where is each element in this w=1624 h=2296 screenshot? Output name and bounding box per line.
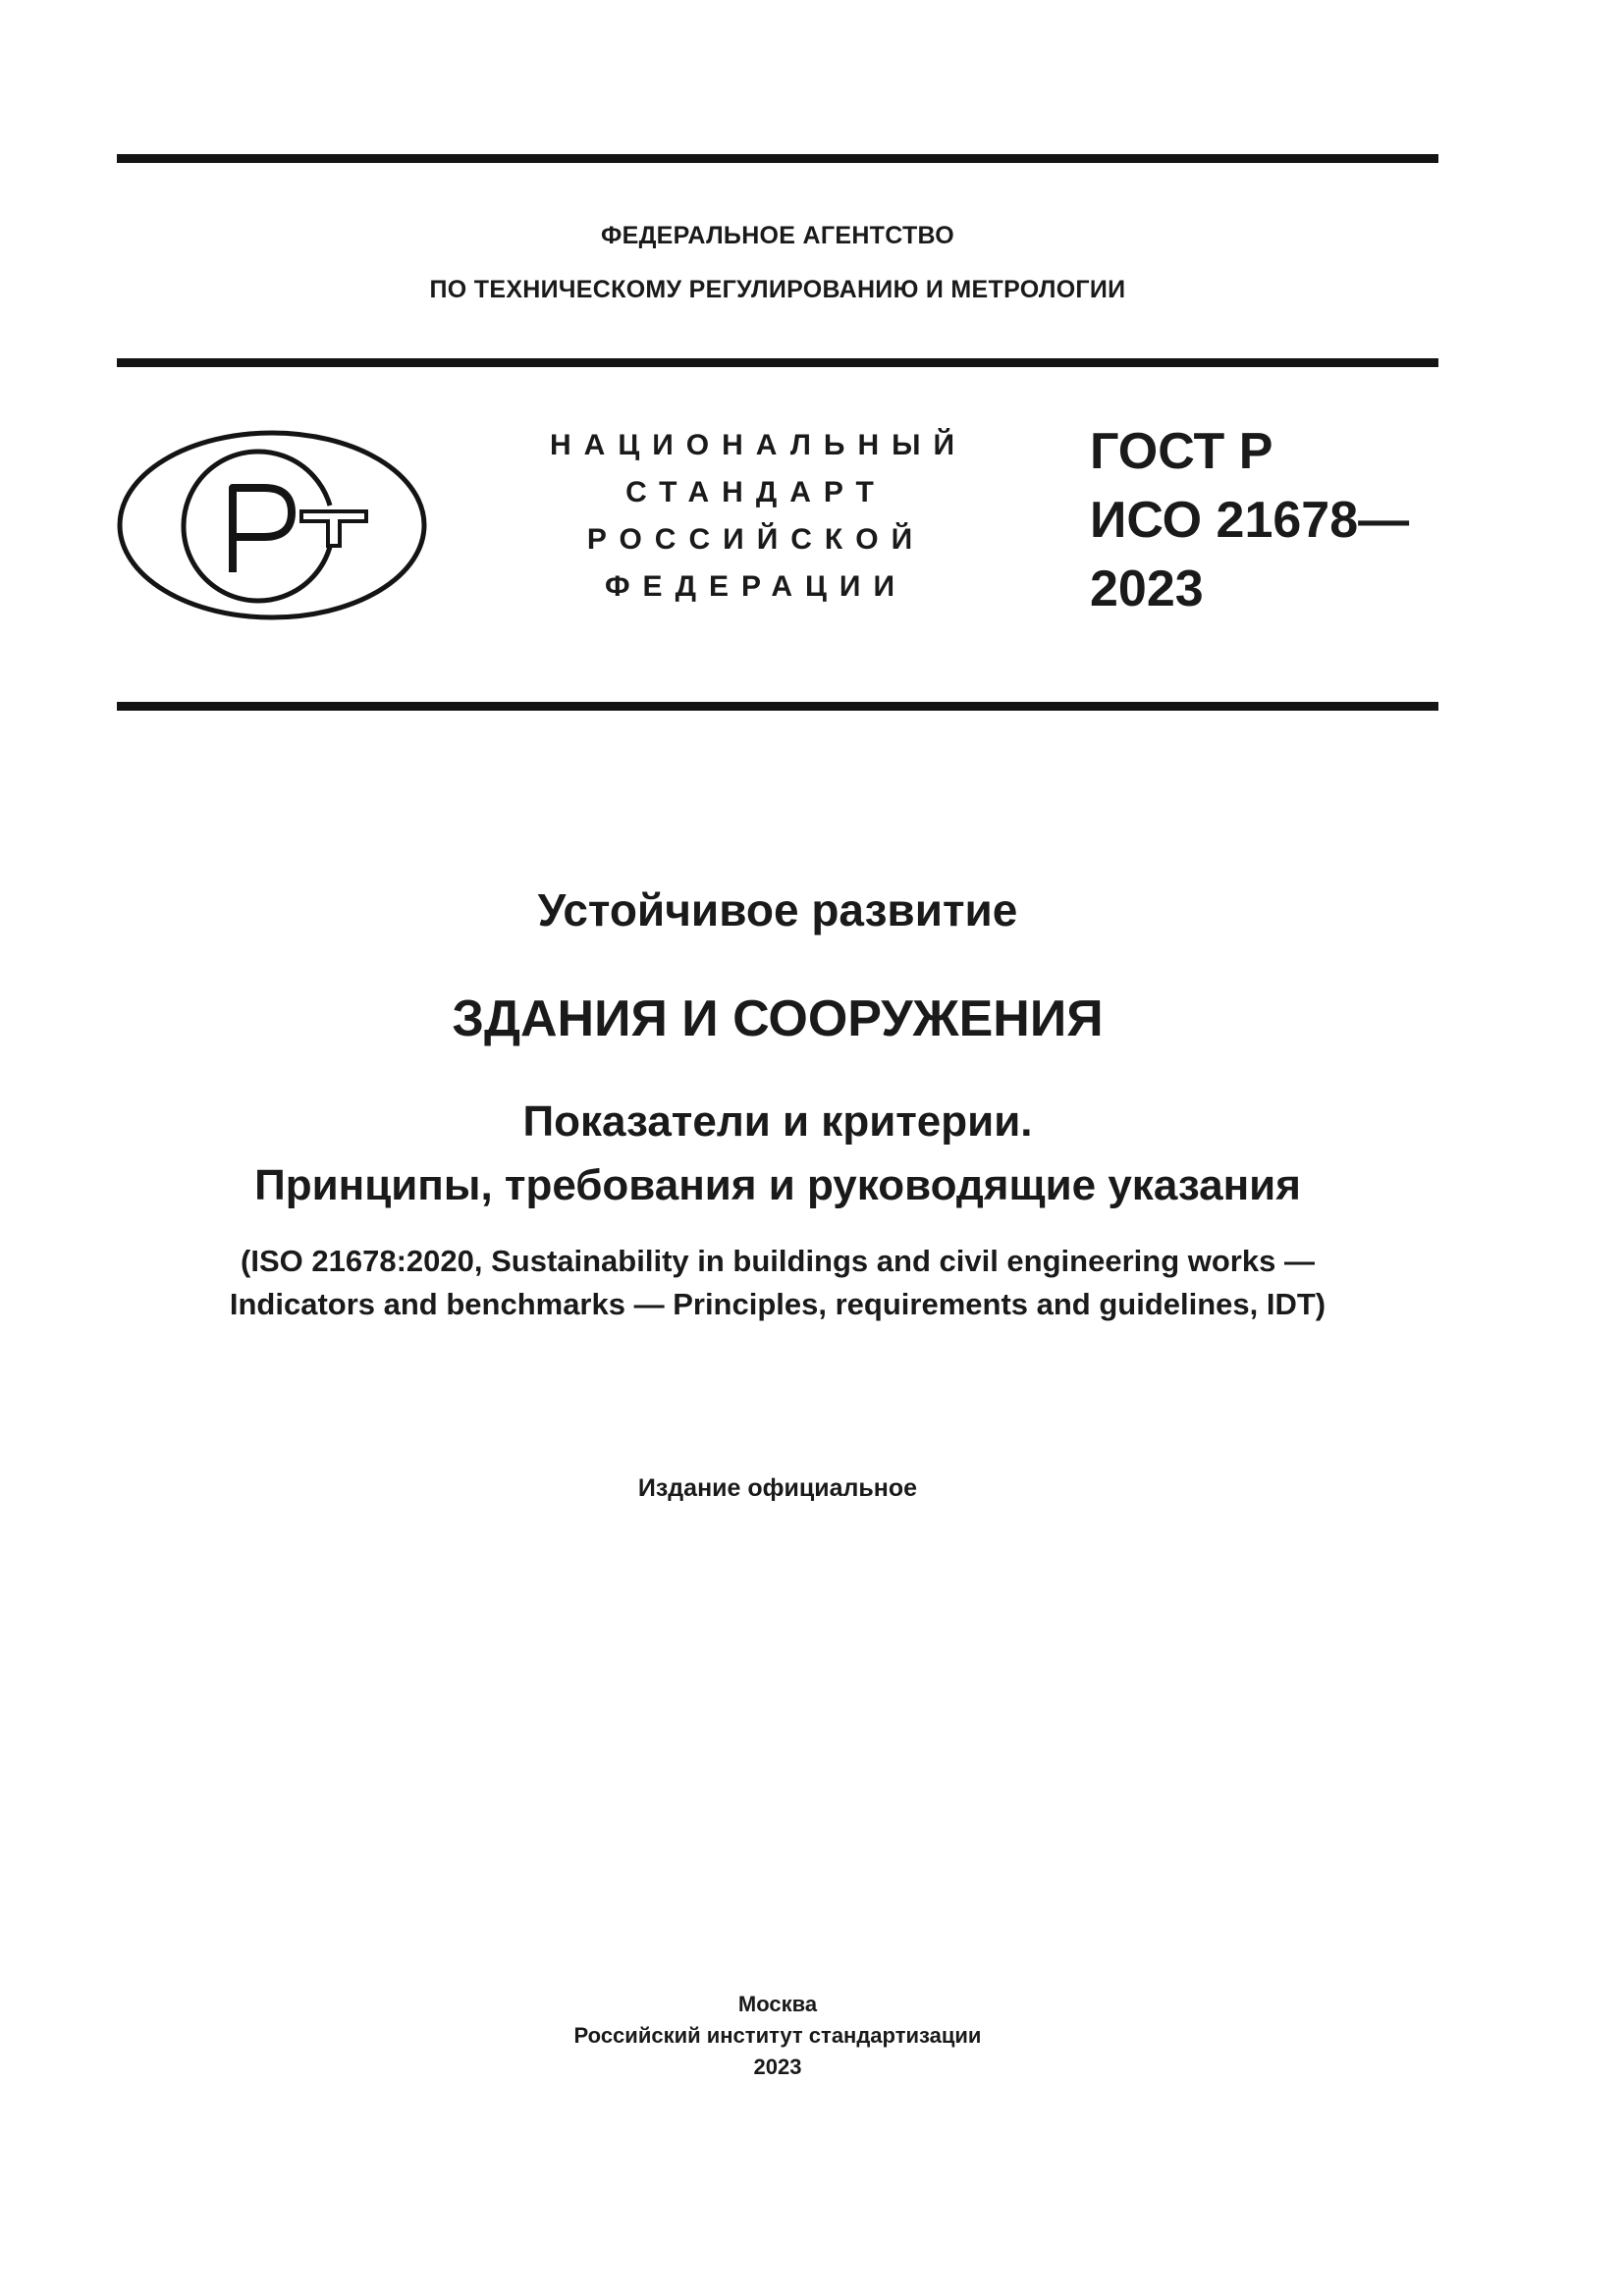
agency-name-line-2: ПО ТЕХНИЧЕСКОМУ РЕГУЛИРОВАНИЮ И МЕТРОЛОГИИ xyxy=(429,276,1126,303)
standard-code xyxy=(1090,417,1443,623)
subtitle-line-1: Показатели и критерии. xyxy=(522,1097,1033,1146)
bottom-rule xyxy=(117,702,1438,711)
subtitle-line-2: Принципы, требования и руководящие указания xyxy=(254,1161,1301,1209)
main-title: ЗДАНИЯ И СООРУЖЕНИЯ xyxy=(452,990,1104,1047)
subtitle xyxy=(117,1090,1438,1217)
rst-logo-icon xyxy=(117,427,431,623)
national-standard-line: ФЕДЕРАЦИИ xyxy=(604,570,908,603)
agency-name-line-1: ФЕДЕРАЛЬНОЕ АГЕНТСТВО xyxy=(600,222,955,249)
international-reference-line-1: (ISO 21678:2020, Sustainability in buildings and civil engineering works — xyxy=(241,1244,1315,1278)
national-standard-line: СТАНДАРТ xyxy=(625,476,887,508)
standard-code-line: ИСО 21678— xyxy=(1090,492,1410,549)
national-standard-line: РОССИЙСКОЙ xyxy=(586,523,926,556)
standard-code-line: ГОСТ Р xyxy=(1090,423,1273,480)
international-reference-line-2: Indicators and benchmarks — Principles, requirements and guidelines, IDT) xyxy=(229,1287,1326,1321)
international-reference xyxy=(117,1240,1438,1326)
standard-code-line: 2023 xyxy=(1090,561,1204,617)
imprint-year: 2023 xyxy=(753,2055,802,2079)
middle-rule xyxy=(117,358,1438,367)
imprint-city: Москва xyxy=(737,1992,818,2016)
national-standard-label xyxy=(550,422,968,611)
top-rule xyxy=(117,154,1438,163)
imprint-publisher: Российский институт стандартизации xyxy=(573,2023,982,2048)
edition-label: Издание официальное xyxy=(637,1474,918,1502)
series-title: Устойчивое развитие xyxy=(537,884,1018,935)
national-standard-line: НАЦИОНАЛЬНЫЙ xyxy=(550,429,968,461)
imprint xyxy=(117,1989,1438,2083)
